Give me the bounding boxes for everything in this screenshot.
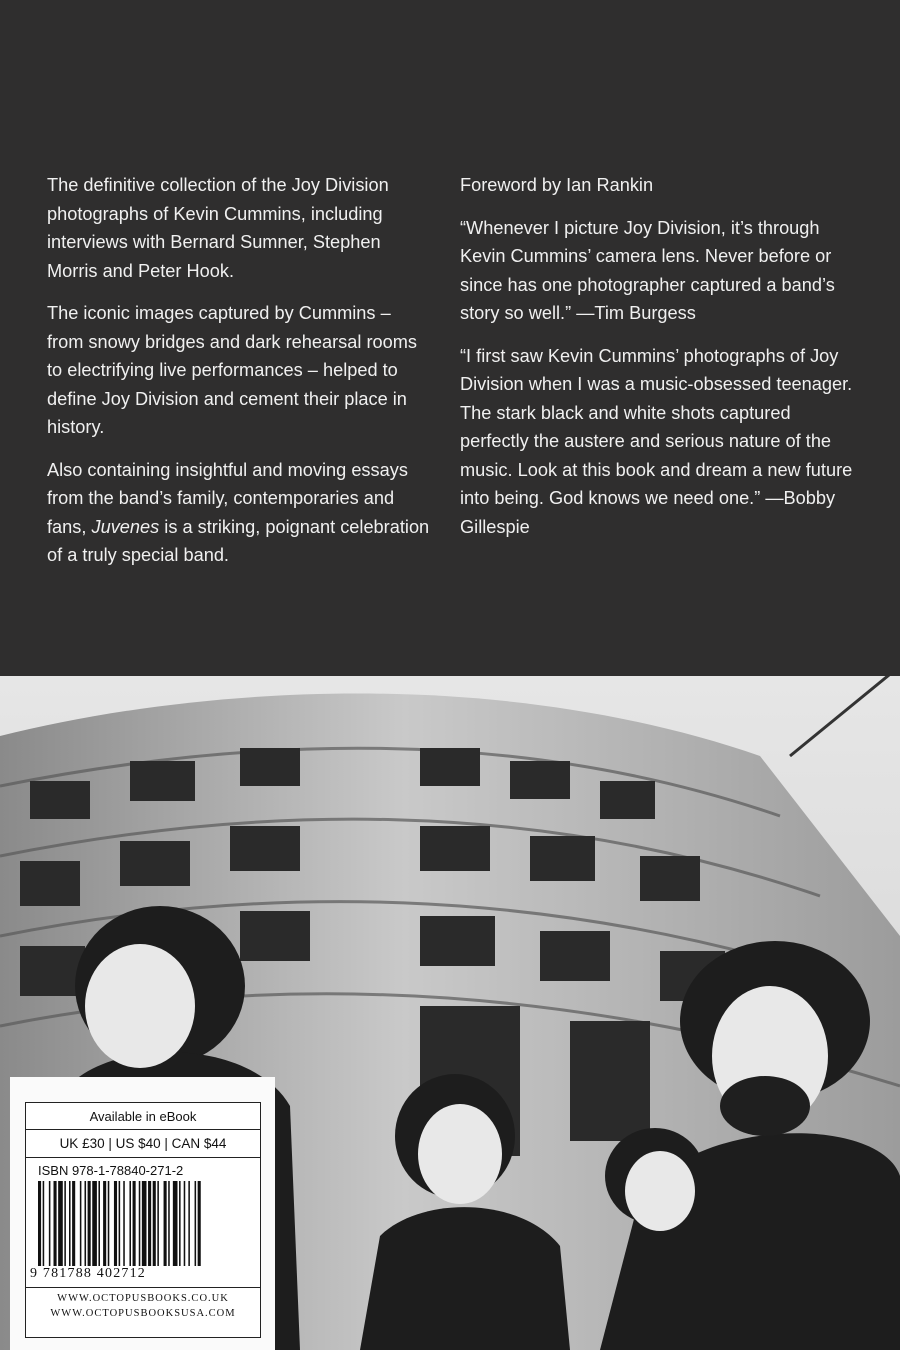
blurb-paragraph-3	[47, 456, 431, 570]
quote-tim-burgess: “Whenever I picture Joy Division, it’s through Kevin Cummins’ camera lens. Never before or since has one photographer captured a band’s story so well.” —Tim Burgess	[460, 217, 835, 323]
blurb-column	[47, 171, 431, 584]
isbn-number: ISBN 978-1-78840-271-2	[38, 1163, 184, 1178]
divider	[26, 1157, 260, 1158]
ebook-availability: Available in eBook	[89, 1109, 197, 1124]
barcode-image	[38, 1181, 248, 1266]
blurb-text: Also containing insightful and moving essays from the band’s family, contemporaries and fans,	[47, 459, 408, 537]
divider	[26, 1287, 260, 1288]
blurb-paragraph-1: The definitive collection of the Joy Division photographs of Kevin Cummins, including interviews with Bernard Sumner, Stephen Morris and Peter Hook.	[47, 175, 389, 281]
foreword-credit: Foreword by Ian Rankin	[460, 175, 654, 195]
barcode-digits: 9 781788 402712	[30, 1266, 146, 1281]
price-line: UK £30 | US $40 | CAN $44	[59, 1136, 227, 1151]
blurb-paragraph-2: The iconic images captured by Cummins – from snowy bridges and dark rehearsal rooms to electrifying live performances – helped to define Joy Division and cement their place in history.	[47, 303, 417, 437]
barcode-frame	[25, 1102, 261, 1338]
publisher-url-us: WWW.OCTOPUSBOOKSUSA.COM	[50, 1308, 236, 1319]
price-barcode-panel	[10, 1077, 275, 1350]
praise-column	[460, 171, 860, 555]
blurb-text: is a striking, poignant celebration of a truly special band.	[47, 516, 430, 565]
divider	[26, 1129, 260, 1130]
book-title: Juvenes	[91, 516, 160, 537]
quote-bobby-gillespie: “I first saw Kevin Cummins’ photographs of Joy Division when I was a music-obsessed teenager. The stark black and white shots captured perfectly the austere and serious nature of the music. Look at this book and dream a new future into being. God knows we need one.” —Bobby Gillespie	[460, 345, 853, 537]
publisher-url-uk: WWW.OCTOPUSBOOKS.CO.UK	[57, 1293, 229, 1304]
